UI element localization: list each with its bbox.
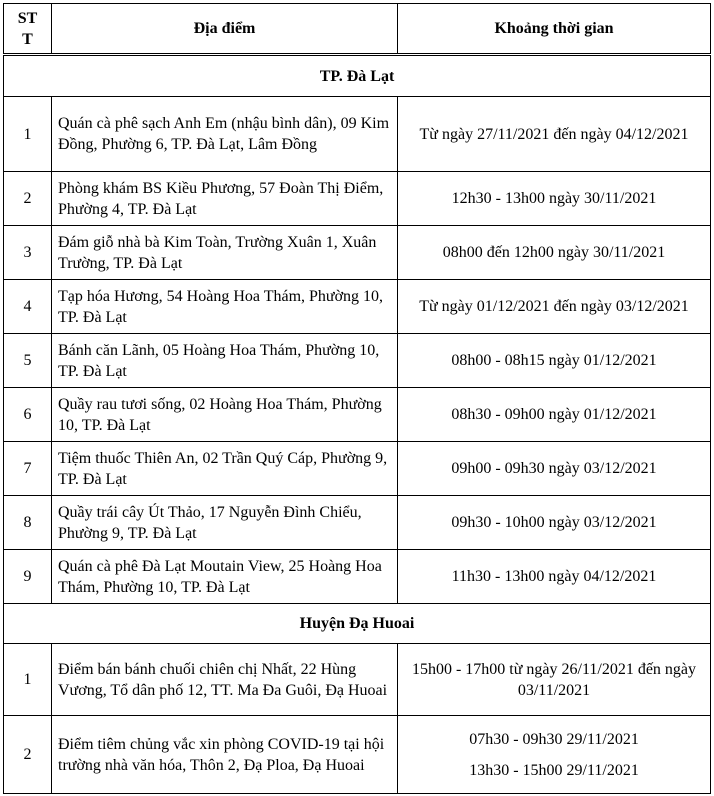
table-row bbox=[4, 334, 711, 388]
table-row bbox=[4, 496, 711, 550]
row-time-line: 15h00 - 17h00 từ ngày 26/11/2021 đến ngày 03/11/2021 bbox=[411, 660, 697, 699]
row-time bbox=[398, 280, 711, 334]
row-location: Tạp hóa Hương, 54 Hoàng Hoa Thám, Phường 10, TP. Đà Lạt bbox=[52, 280, 398, 334]
row-time-line: 08h00 - 08h15 ngày 01/12/2021 bbox=[451, 352, 657, 369]
row-time-line: 13h30 - 15h00 29/11/2021 bbox=[469, 761, 639, 779]
table-row bbox=[4, 388, 711, 442]
row-time bbox=[398, 334, 711, 388]
row-stt: 8 bbox=[4, 496, 52, 550]
row-time-line: Từ ngày 27/11/2021 đến ngày 04/12/2021 bbox=[419, 125, 689, 143]
row-stt: 2 bbox=[4, 716, 52, 794]
section-row bbox=[4, 604, 711, 644]
row-location: Điểm tiêm chủng vắc xin phòng COVID-19 tại hội trường nhà văn hóa, Thôn 2, Đạ Ploa, Đạ Huoai bbox=[52, 716, 398, 794]
row-time-line: 09h30 - 10h00 ngày 03/12/2021 bbox=[451, 514, 657, 531]
row-stt: 7 bbox=[4, 442, 52, 496]
row-location: Quầy trái cây Út Thảo, 17 Nguyễn Đình Chiểu, Phường 9, TP. Đà Lạt bbox=[52, 496, 398, 550]
row-stt: 6 bbox=[4, 388, 52, 442]
row-time-line: 07h30 - 09h30 29/11/2021 bbox=[469, 730, 639, 748]
row-location: Quán cà phê sạch Anh Em (nhậu bình dân), 09 Kim Đồng, Phường 6, TP. Đà Lạt, Lâm Đồng bbox=[52, 97, 398, 172]
row-location: Quầy rau tươi sống, 02 Hoàng Hoa Thám, Phường 10, TP. Đà Lạt bbox=[52, 388, 398, 442]
row-time bbox=[398, 226, 711, 280]
section-row bbox=[4, 55, 711, 97]
row-time-line: 08h00 đến 12h00 ngày 30/11/2021 bbox=[442, 244, 666, 261]
row-location: Phòng khám BS Kiều Phương, 57 Đoàn Thị Điểm, Phường 4, TP. Đà Lạt bbox=[52, 172, 398, 226]
table-body bbox=[4, 55, 711, 794]
table-row bbox=[4, 226, 711, 280]
row-time-line: 09h00 - 09h30 ngày 03/12/2021 bbox=[451, 460, 657, 477]
table-row bbox=[4, 442, 711, 496]
row-stt: 1 bbox=[4, 97, 52, 172]
row-time-line: Từ ngày 01/12/2021 đến ngày 03/12/2021 bbox=[419, 298, 689, 315]
row-time bbox=[398, 442, 711, 496]
header-time: Khoảng thời gian bbox=[398, 4, 711, 55]
section-title: Huyện Đạ Huoai bbox=[4, 604, 711, 644]
header-stt: ST T bbox=[4, 4, 52, 55]
header-location: Địa điểm bbox=[52, 4, 398, 55]
row-location: Điểm bán bánh chuối chiên chị Nhất, 22 Hùng Vương, Tổ dân phố 12, TT. Ma Đa Guôi, Đạ Huoai bbox=[52, 644, 398, 716]
row-location: Quán cà phê Đà Lạt Moutain View, 25 Hoàng Hoa Thám, Phường 10, TP. Đà Lạt bbox=[52, 550, 398, 604]
row-time-line: 12h30 - 13h00 ngày 30/11/2021 bbox=[451, 190, 657, 207]
section-title: TP. Đà Lạt bbox=[4, 55, 711, 97]
row-time bbox=[398, 388, 711, 442]
row-stt: 1 bbox=[4, 644, 52, 716]
row-stt: 9 bbox=[4, 550, 52, 604]
table-row bbox=[4, 644, 711, 716]
table-row bbox=[4, 550, 711, 604]
locations-table bbox=[3, 3, 711, 794]
table-header-row bbox=[4, 4, 711, 55]
row-time-line: 11h30 - 13h00 ngày 04/12/2021 bbox=[451, 568, 657, 585]
table-row bbox=[4, 172, 711, 226]
row-time bbox=[398, 716, 711, 794]
table-row bbox=[4, 280, 711, 334]
row-time bbox=[398, 496, 711, 550]
row-time bbox=[398, 644, 711, 716]
row-stt: 3 bbox=[4, 226, 52, 280]
row-location: Tiệm thuốc Thiên An, 02 Trần Quý Cáp, Phường 9, TP. Đà Lạt bbox=[52, 442, 398, 496]
row-time bbox=[398, 97, 711, 172]
row-time-line: 08h30 - 09h00 ngày 01/12/2021 bbox=[451, 406, 657, 423]
row-location: Bánh căn Lãnh, 05 Hoàng Hoa Thám, Phường 10, TP. Đà Lạt bbox=[52, 334, 398, 388]
row-time bbox=[398, 172, 711, 226]
row-stt: 4 bbox=[4, 280, 52, 334]
row-stt: 5 bbox=[4, 334, 52, 388]
row-time bbox=[398, 550, 711, 604]
row-stt: 2 bbox=[4, 172, 52, 226]
table-row bbox=[4, 97, 711, 172]
table-row bbox=[4, 716, 711, 794]
row-location: Đám giỗ nhà bà Kim Toàn, Trường Xuân 1, Xuân Trường, TP. Đà Lạt bbox=[52, 226, 398, 280]
